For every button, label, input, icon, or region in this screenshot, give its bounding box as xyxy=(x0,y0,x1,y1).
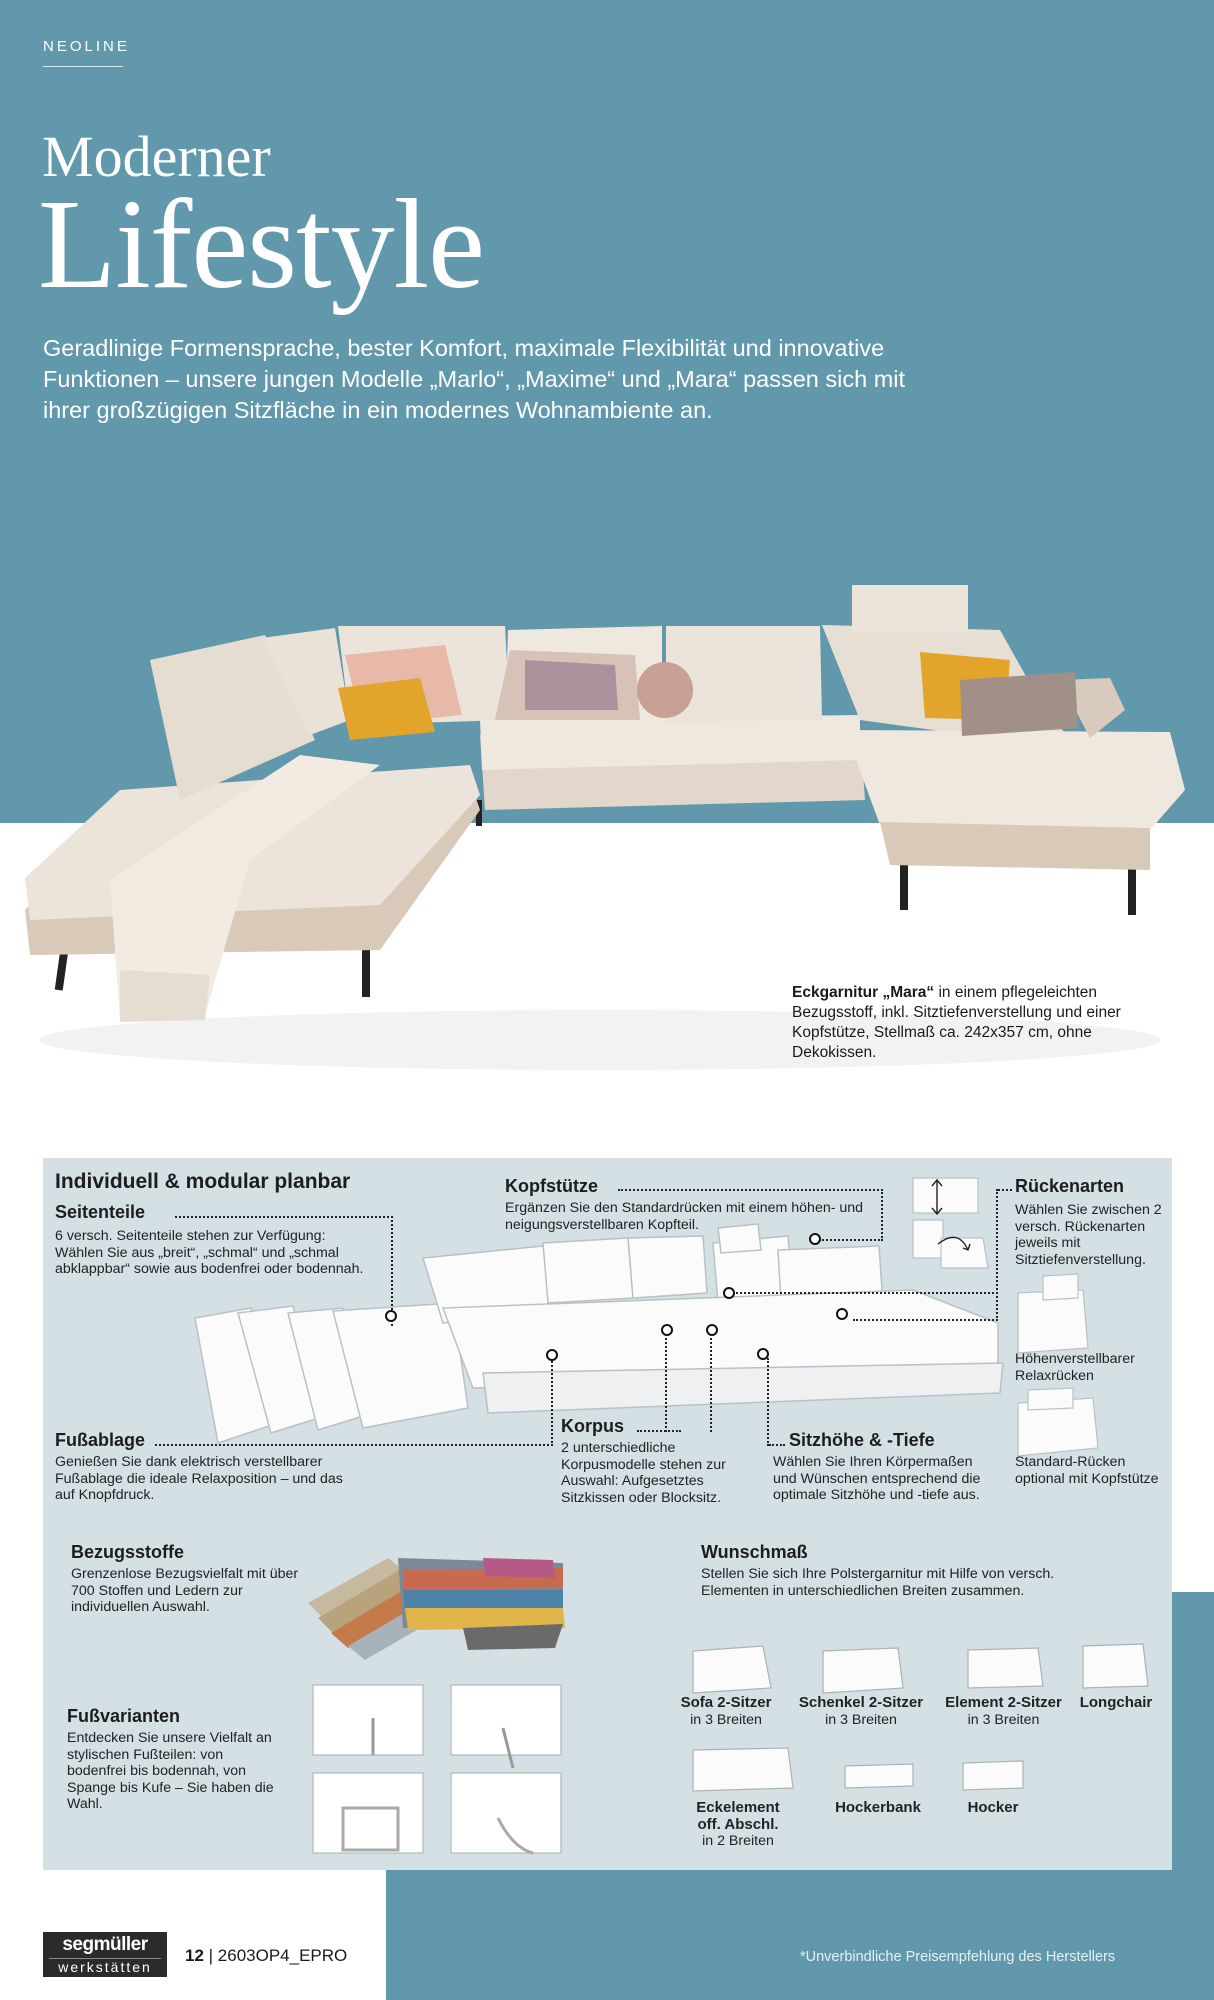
rueckenarten-leader xyxy=(998,1189,1012,1191)
kopfstuetze-heading: Kopfstütze xyxy=(505,1176,598,1196)
rueckenarten-text: Wählen Sie zwischen 2 versch. Rückenarten jeweils mit Sitztiefenverstellung. xyxy=(1015,1202,1162,1268)
module-sub: in 3 Breiten xyxy=(690,1711,762,1728)
sitzhoehe-hotspot[interactable] xyxy=(757,1348,769,1360)
fussablage-hotspot[interactable] xyxy=(546,1349,558,1361)
sofa-caption xyxy=(792,983,1152,1063)
module-sofa-2-sitzer xyxy=(671,1695,781,1728)
korpus-heading: Korpus xyxy=(561,1416,624,1436)
module-longchair xyxy=(1071,1695,1161,1712)
korpus-leader xyxy=(637,1430,681,1432)
rueckenarten-leader-h2 xyxy=(853,1319,998,1321)
brand-label: NEOLINE xyxy=(43,38,130,55)
rueckenarten-hotspot-1[interactable] xyxy=(723,1287,735,1299)
caption-description: in einem pflegeleichten Bezugsstoff, inkl. Sitztiefenverstellung und einer Kopfstütze, Stellmaß ca. 242x357 cm, ohne Dekokissen. xyxy=(792,984,1121,1061)
brand-divider xyxy=(43,66,123,67)
korpus-hotspot-1[interactable] xyxy=(661,1324,673,1336)
kopfstuetze-text: Ergänzen Sie den Standardrücken mit einem höhen- und neigungsverstellbaren Kopfteil. xyxy=(505,1200,864,1233)
rueckenarten-heading: Rückenarten xyxy=(1015,1176,1125,1196)
price-disclaimer: *Unverbindliche Preisempfehlung des Herstellers xyxy=(800,1949,1116,1965)
catalog-code: 2603OP4_EPRO xyxy=(217,1946,348,1965)
wunschmass-heading: Wunschmaß xyxy=(701,1542,808,1562)
fussablage-leader xyxy=(155,1444,553,1446)
seitenteile-hotspot[interactable] xyxy=(385,1310,397,1322)
page-number: 12 xyxy=(185,1946,204,1965)
page-info: 12 | 2603OP4_EPRO xyxy=(185,1946,348,1965)
module-name: Longchair xyxy=(1079,1694,1153,1711)
rueckenarten-leader-v xyxy=(996,1189,998,1321)
sitzhoehe-leader-v xyxy=(767,1358,769,1446)
sitzhoehe-leader xyxy=(769,1444,785,1446)
standard-ruecken-label: Standard-Rücken optional mit Kopfstütze xyxy=(1015,1454,1159,1487)
headline-line2: Lifestyle xyxy=(38,173,484,315)
module-name: Eckelement off. Abschl. xyxy=(696,1799,780,1833)
bezugsstoffe-text: Grenzenlose Bezugsvielfalt mit über 700 Stoffen und Ledern zur individuellen Auswahl. xyxy=(71,1566,299,1615)
rueckenarten-leader-h1 xyxy=(733,1292,998,1294)
korpus-text: 2 unterschiedliche Korpusmodelle stehen zur Auswahl: Aufgesetztes Sitzkissen oder Blocksitz. xyxy=(561,1440,726,1506)
panel-title: Individuell & modular planbar xyxy=(55,1170,351,1193)
module-sub: in 2 Breiten xyxy=(702,1833,774,1849)
logo-top-text: segmüller xyxy=(62,1934,148,1955)
fussvarianten-text: Entdecken Sie unsere Vielfalt an stylischen Fußteilen: von bodenfrei bis bodennah, von Spange bis Kufe – Sie haben die Wahl. xyxy=(67,1730,274,1812)
kopfstuetze-hotspot[interactable] xyxy=(809,1233,821,1245)
bezugsstoffe-heading: Bezugsstoffe xyxy=(71,1542,185,1562)
module-hockerbank xyxy=(823,1800,933,1817)
fussvarianten-heading: Fußvarianten xyxy=(67,1706,181,1726)
kopfstuetze-leader-v xyxy=(881,1189,883,1241)
sitzhoehe-text: Wählen Sie Ihren Körpermaßen und Wünschen entsprechend die optimale Sitzhöhe und -tiefe aus. xyxy=(773,1454,981,1503)
side-strip xyxy=(1172,1592,1214,1872)
module-sub: in 3 Breiten xyxy=(967,1711,1040,1728)
module-name: Hockerbank xyxy=(835,1799,921,1816)
module-sub: in 3 Breiten xyxy=(825,1711,897,1728)
korpus-leader-v1 xyxy=(665,1338,667,1432)
seitenteile-text: 6 versch. Seitenteile stehen zur Verfügung: Wählen Sie aus „breit“, „schmal“ und „schmal abklappbar“ sowie aus bodenfrei oder bodennah. xyxy=(55,1228,364,1277)
module-element-2-sitzer xyxy=(936,1695,1071,1728)
wunschmass-text: Stellen Sie sich Ihre Polstergarnitur mit Hilfe von versch. Elementen in unterschiedlichen Breiten zusammen. xyxy=(701,1566,1055,1599)
logo-bottom-text: werkstätten xyxy=(49,1958,161,1975)
fussablage-leader-v xyxy=(551,1358,553,1446)
seitenteile-leader xyxy=(175,1216,393,1218)
caption-product-name: Eckgarnitur „Mara“ xyxy=(792,984,935,1001)
korpus-leader-v2 xyxy=(710,1338,712,1432)
fussablage-text: Genießen Sie dank elektrisch verstellbarer Fußablage die ideale Relaxposition – und das auf Knopfdruck. xyxy=(55,1454,343,1503)
kopfstuetze-leader-h xyxy=(819,1239,883,1241)
korpus-hotspot-2[interactable] xyxy=(706,1324,718,1336)
kopfstuetze-leader xyxy=(618,1189,883,1191)
headline-line1: Moderner xyxy=(42,124,271,189)
features-panel xyxy=(43,1158,1172,1870)
sitzhoehe-heading: Sitzhöhe & -Tiefe xyxy=(789,1430,935,1450)
module-name: Sofa 2-Sitzer xyxy=(680,1694,772,1711)
seitenteile-heading: Seitenteile xyxy=(55,1202,146,1222)
module-name: Schenkel 2-Sitzer xyxy=(798,1694,924,1711)
module-hocker xyxy=(948,1800,1038,1817)
segmueller-logo xyxy=(43,1932,167,1977)
fabric-swatches-image xyxy=(308,1558,565,1660)
module-name: Element 2-Sitzer xyxy=(945,1694,1062,1711)
module-schenkel-2-sitzer xyxy=(791,1695,931,1728)
hoehenverstellbar-label: Höhenverstellbarer Relaxrücken xyxy=(1015,1351,1135,1384)
module-eckelement xyxy=(683,1800,793,1850)
foot-variant-images xyxy=(313,1685,561,1853)
rueckenarten-hotspot-2[interactable] xyxy=(836,1308,848,1320)
intro-text: Geradlinige Formensprache, bester Komfort, maximale Flexibilität und innovative Funktionen – unsere jungen Modelle „Marlo“, „Maxime“ und „Mara“ passen sich mit ihrer großzügigen Sitzfläche in ein modernes Wohnambiente an. xyxy=(43,335,906,423)
fussablage-heading: Fußablage xyxy=(55,1430,146,1450)
module-name: Hocker xyxy=(967,1799,1019,1816)
